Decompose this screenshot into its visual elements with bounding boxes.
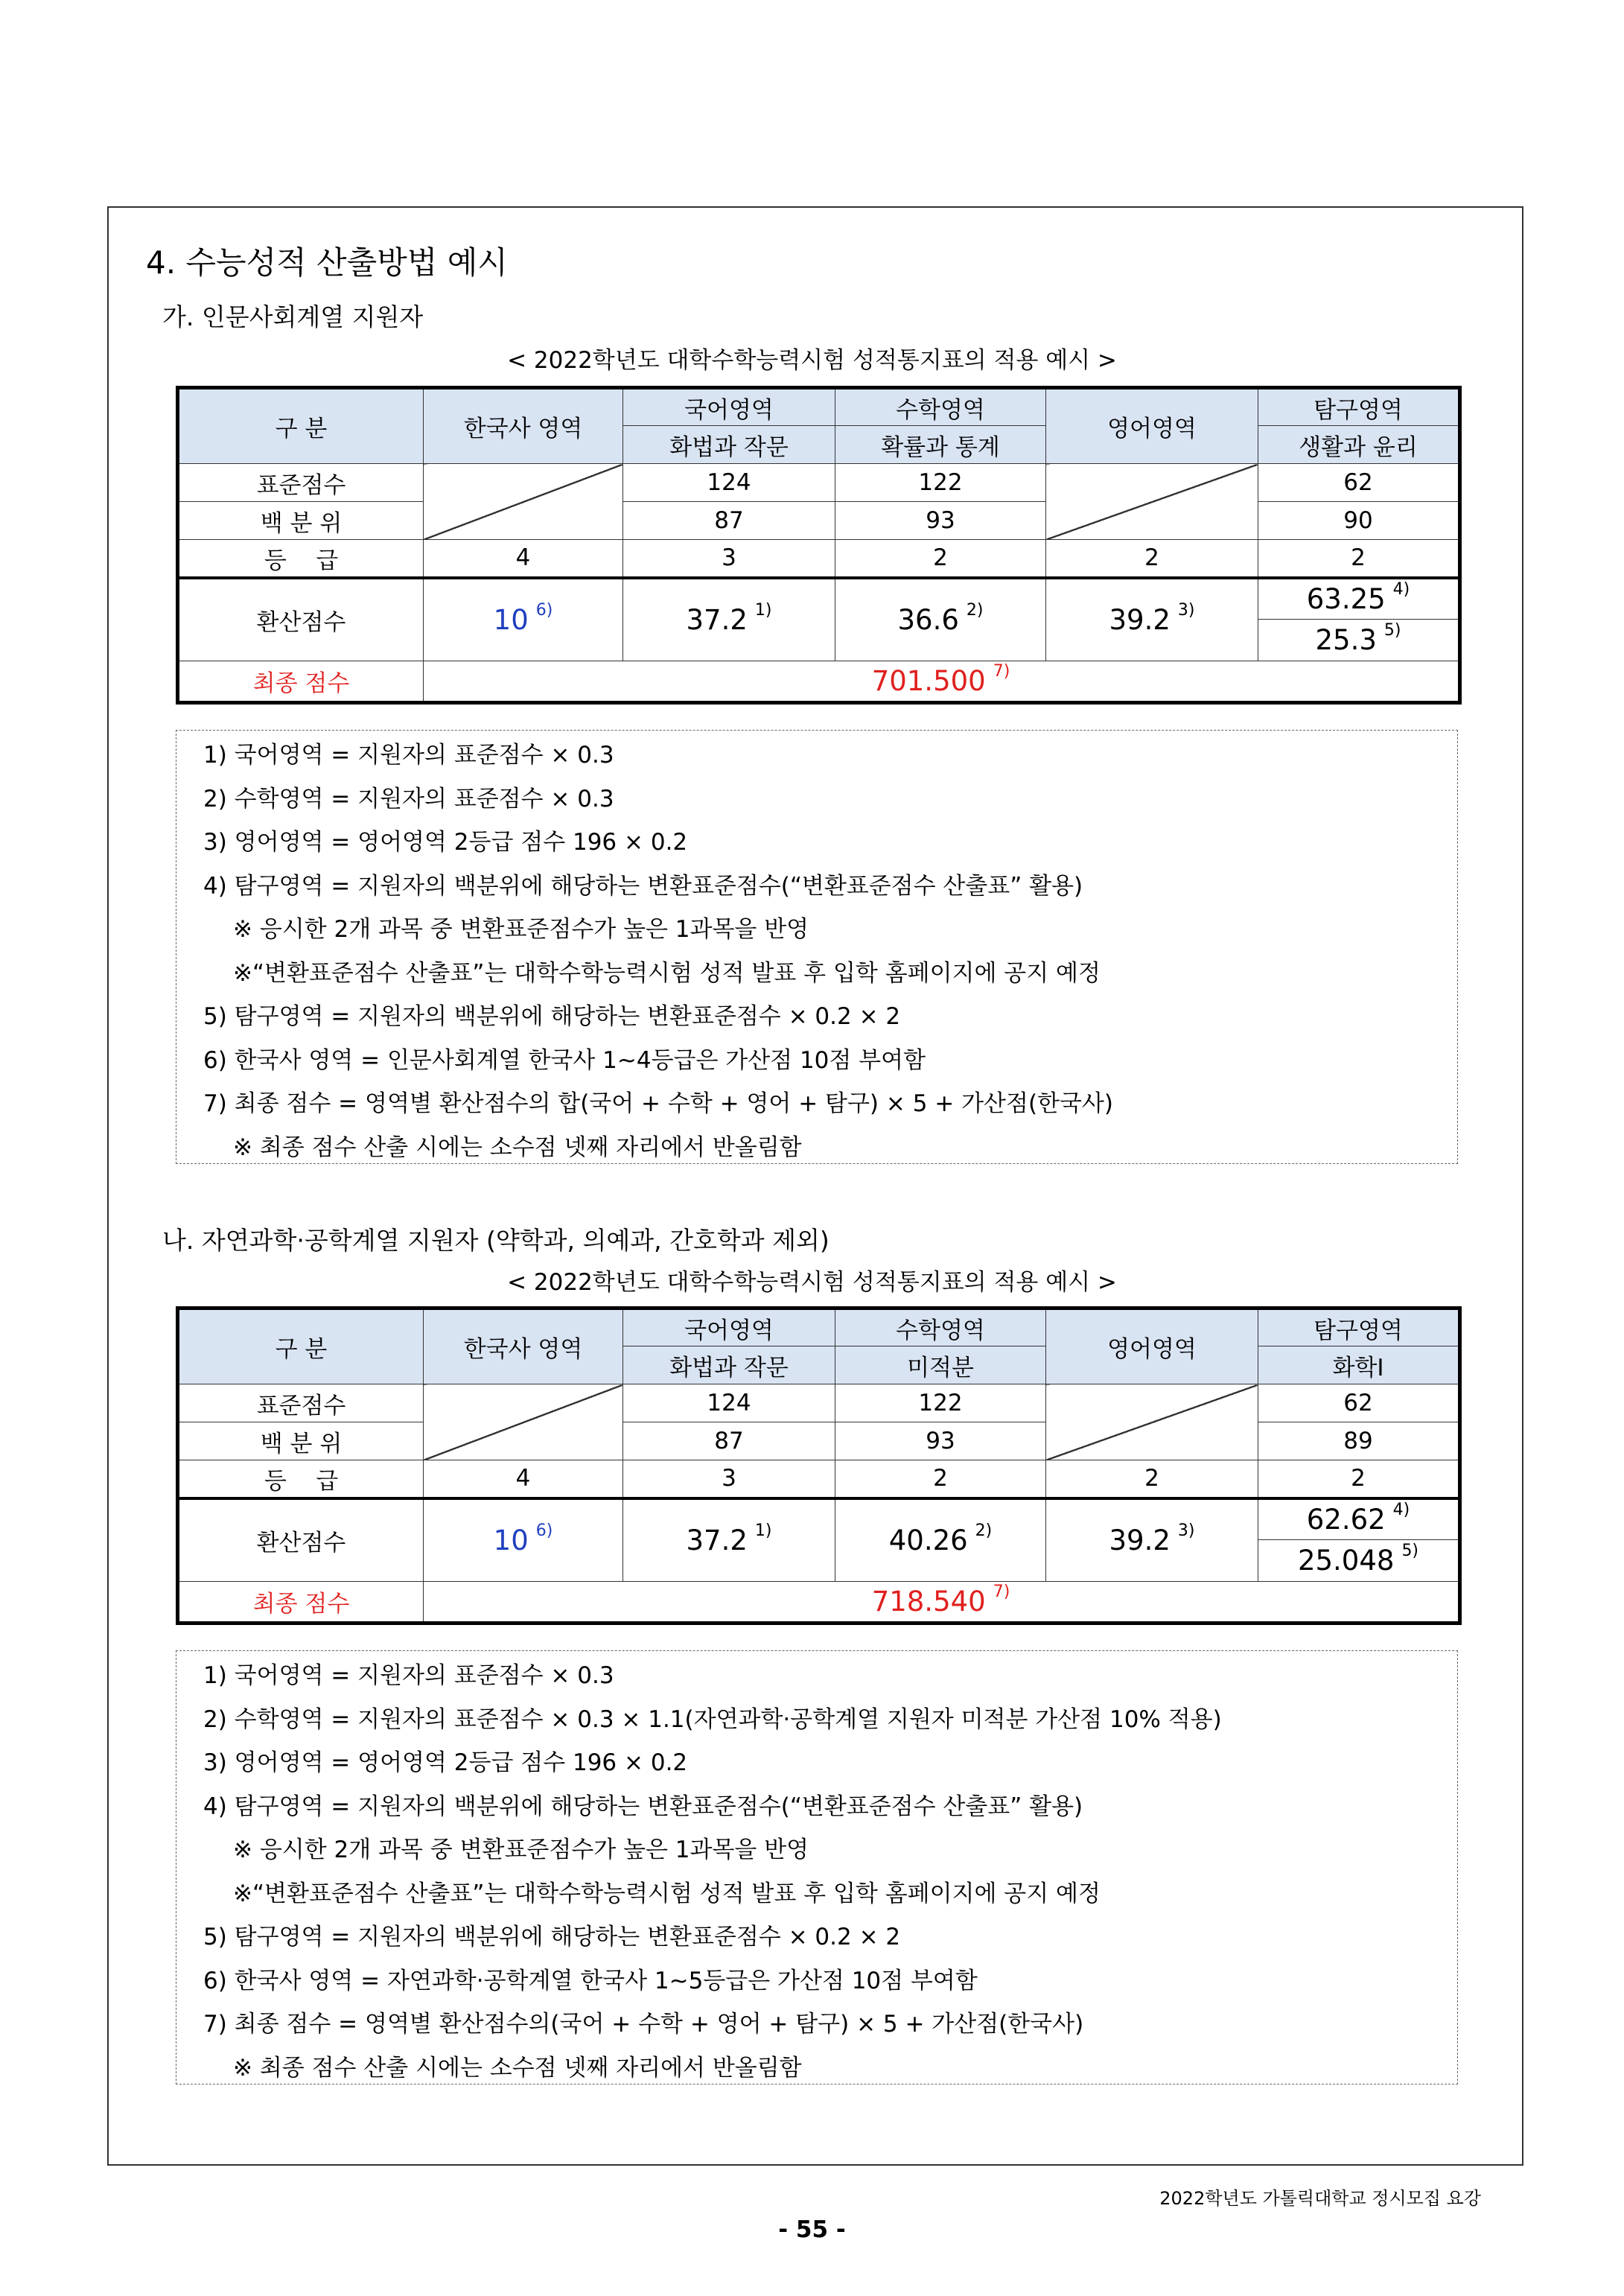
diagonal-cell xyxy=(424,1384,623,1460)
row-label-std: 표준점수 xyxy=(178,464,424,502)
cell-conv-math: 40.26 $^{2)}$ xyxy=(835,1498,1046,1582)
row-label-final: 최종 점수 xyxy=(178,1582,424,1624)
cell-conv-math: 36.6 $^{2)}$ xyxy=(835,578,1046,661)
cell-grade-english: 2 xyxy=(1046,540,1258,578)
cell-conv-english: 39.2 $^{3)}$ xyxy=(1046,578,1258,661)
cell-conv-inquiry-1: 63.25 $^{4)}$ xyxy=(1258,578,1460,620)
note-line: 3) 영어영역 = 영어영역 2등급 점수 196 × 0.2 xyxy=(203,829,688,856)
cell-std-korean: 124 xyxy=(623,464,835,502)
header-inquiry: 탐구영역 xyxy=(1258,388,1460,426)
header-category: 구 분 xyxy=(178,388,424,464)
subtitle-humanities: 가. 인문사회계열 지원자 xyxy=(162,302,424,331)
note-line: 3) 영어영역 = 영어영역 2등급 점수 196 × 0.2 xyxy=(203,1749,688,1776)
score-table-humanities xyxy=(176,386,1462,705)
cell-std-korean: 124 xyxy=(623,1384,835,1422)
cell-pct-korean: 87 xyxy=(623,1422,835,1460)
note-line: ※“변환표준점수 산출표”는 대학수학능력시험 성적 발표 후 입학 홈페이지에 공지 예정 xyxy=(233,1880,1101,1907)
notes-science xyxy=(176,1650,1458,2084)
cell-conv-inquiry-2: 25.3 $^{5)}$ xyxy=(1258,620,1460,661)
note-line: 4) 탐구영역 = 지원자의 백분위에 해당하는 변환표준점수(“변환표준점수 산출표” 활용) xyxy=(203,872,1083,900)
row-label-pct: 백 분 위 xyxy=(178,502,424,540)
header-english: 영어영역 xyxy=(1046,1308,1258,1384)
header-math: 수학영역 xyxy=(835,1308,1046,1346)
cell-grade-korean: 3 xyxy=(623,540,835,578)
row-label-converted: 환산점수 xyxy=(178,1498,424,1582)
header-korean-sub: 화법과 작문 xyxy=(623,426,835,464)
cell-pct-inquiry: 89 xyxy=(1258,1422,1460,1460)
note-line: 2) 수학영역 = 지원자의 표준점수 × 0.3 × 1.1(자연과학·공학계열 지원자 미적분 가산점 10% 적용) xyxy=(203,1705,1222,1733)
notes-humanities xyxy=(176,730,1458,1164)
row-label-converted: 환산점수 xyxy=(178,578,424,661)
note-line: 4) 탐구영역 = 지원자의 백분위에 해당하는 변환표준점수(“변환표준점수 산출표” 활용) xyxy=(203,1793,1083,1820)
cell-conv-korean: 37.2 $^{1)}$ xyxy=(623,578,835,661)
cell-grade-history: 4 xyxy=(424,540,623,578)
row-label-final: 최종 점수 xyxy=(178,661,424,703)
section-title: 4. 수능성적 산출방법 예시 xyxy=(146,244,508,281)
cell-final-score: 701.500 $^{7)}$ xyxy=(424,661,1460,703)
diagonal-cell xyxy=(1046,1384,1258,1460)
header-math-sub: 미적분 xyxy=(835,1346,1046,1384)
note-line: 6) 한국사 영역 = 인문사회계열 한국사 1~4등급은 가산점 10점 부여함 xyxy=(203,1046,926,1074)
cell-pct-math: 93 xyxy=(835,502,1046,540)
footer-text: 2022학년도 가톨릭대학교 정시모집 요강 xyxy=(1159,2188,1481,2209)
table-caption-humanities: < 2022학년도 대학수학능력시험 성적통지표의 적용 예시 > xyxy=(507,347,1117,374)
note-line: 7) 최종 점수 = 영역별 환산점수의 합(국어 + 수학 + 영어 + 탐구) × 5 + 가산점(한국사) xyxy=(203,1090,1113,1117)
cell-grade-math: 2 xyxy=(835,1460,1046,1498)
cell-pct-inquiry: 90 xyxy=(1258,502,1460,540)
header-korean: 국어영역 xyxy=(623,1308,835,1346)
cell-conv-history: 10 $^{6)}$ xyxy=(424,578,623,661)
note-line: ※ 최종 점수 산출 시에는 소수점 넷째 자리에서 반올림함 xyxy=(233,1133,802,1161)
cell-conv-korean: 37.2 $^{1)}$ xyxy=(623,1498,835,1582)
header-category: 구 분 xyxy=(178,1308,424,1384)
cell-final-score: 718.540 $^{7)}$ xyxy=(424,1582,1460,1624)
note-line: 1) 국어영역 = 지원자의 표준점수 × 0.3 xyxy=(203,742,614,769)
header-math: 수학영역 xyxy=(835,388,1046,426)
cell-conv-history: 10 $^{6)}$ xyxy=(424,1498,623,1582)
note-line: 5) 탐구영역 = 지원자의 백분위에 해당하는 변환표준점수 × 0.2 × 2 xyxy=(203,1924,901,1950)
row-label-grade: 등 급 xyxy=(178,540,424,578)
note-line: ※ 응시한 2개 과목 중 변환표준점수가 높은 1과목을 반영 xyxy=(233,1837,809,1863)
score-table-science xyxy=(176,1306,1462,1625)
cell-conv-inquiry-1: 62.62 $^{4)}$ xyxy=(1258,1498,1460,1540)
cell-grade-inquiry: 2 xyxy=(1258,540,1460,578)
note-line: 7) 최종 점수 = 영역별 환산점수의(국어 + 수학 + 영어 + 탐구) × 5 + 가산점(한국사) xyxy=(203,2011,1084,2038)
note-line: 5) 탐구영역 = 지원자의 백분위에 해당하는 변환표준점수 × 0.2 × 2 xyxy=(203,1003,901,1030)
row-label-grade: 등 급 xyxy=(178,1460,424,1498)
page-number: - 55 - xyxy=(778,2216,846,2243)
diagonal-cell xyxy=(1046,464,1258,540)
cell-pct-korean: 87 xyxy=(623,502,835,540)
header-english: 영어영역 xyxy=(1046,388,1258,464)
note-line: ※“변환표준점수 산출표”는 대학수학능력시험 성적 발표 후 입학 홈페이지에 공지 예정 xyxy=(233,959,1101,987)
diagonal-cell xyxy=(424,464,623,540)
cell-grade-math: 2 xyxy=(835,540,1046,578)
cell-pct-math: 93 xyxy=(835,1422,1046,1460)
cell-std-math: 122 xyxy=(835,1384,1046,1422)
cell-grade-english: 2 xyxy=(1046,1460,1258,1498)
table-caption-science: < 2022학년도 대학수학능력시험 성적통지표의 적용 예시 > xyxy=(507,1269,1117,1296)
cell-grade-korean: 3 xyxy=(623,1460,835,1498)
row-label-pct: 백 분 위 xyxy=(178,1422,424,1460)
subtitle-science: 나. 자연과학·공학계열 지원자 (약학과, 의예과, 간호학과 제외) xyxy=(162,1226,829,1255)
header-korean: 국어영역 xyxy=(623,388,835,426)
cell-grade-inquiry: 2 xyxy=(1258,1460,1460,1498)
header-korean-sub: 화법과 작문 xyxy=(623,1346,835,1384)
cell-conv-english: 39.2 $^{3)}$ xyxy=(1046,1498,1258,1582)
header-history: 한국사 영역 xyxy=(424,1308,623,1384)
cell-std-math: 122 xyxy=(835,464,1046,502)
cell-std-inquiry: 62 xyxy=(1258,1384,1460,1422)
header-inquiry-sub: 화학Ⅰ xyxy=(1258,1346,1460,1384)
note-line: 2) 수학영역 = 지원자의 표준점수 × 0.3 xyxy=(203,785,614,812)
cell-grade-history: 4 xyxy=(424,1460,623,1498)
cell-conv-inquiry-2: 25.048 $^{5)}$ xyxy=(1258,1540,1460,1582)
note-line: ※ 응시한 2개 과목 중 변환표준점수가 높은 1과목을 반영 xyxy=(233,916,809,943)
header-inquiry-sub: 생활과 윤리 xyxy=(1258,426,1460,464)
header-history: 한국사 영역 xyxy=(424,388,623,464)
note-line: ※ 최종 점수 산출 시에는 소수점 넷째 자리에서 반올림함 xyxy=(233,2054,802,2082)
cell-std-inquiry: 62 xyxy=(1258,464,1460,502)
header-math-sub: 확률과 통계 xyxy=(835,426,1046,464)
row-label-std: 표준점수 xyxy=(178,1384,424,1422)
note-line: 6) 한국사 영역 = 자연과학·공학계열 한국사 1~5등급은 가산점 10점 부여함 xyxy=(203,1967,978,1994)
note-line: 1) 국어영역 = 지원자의 표준점수 × 0.3 xyxy=(203,1662,614,1689)
header-inquiry: 탐구영역 xyxy=(1258,1308,1460,1346)
